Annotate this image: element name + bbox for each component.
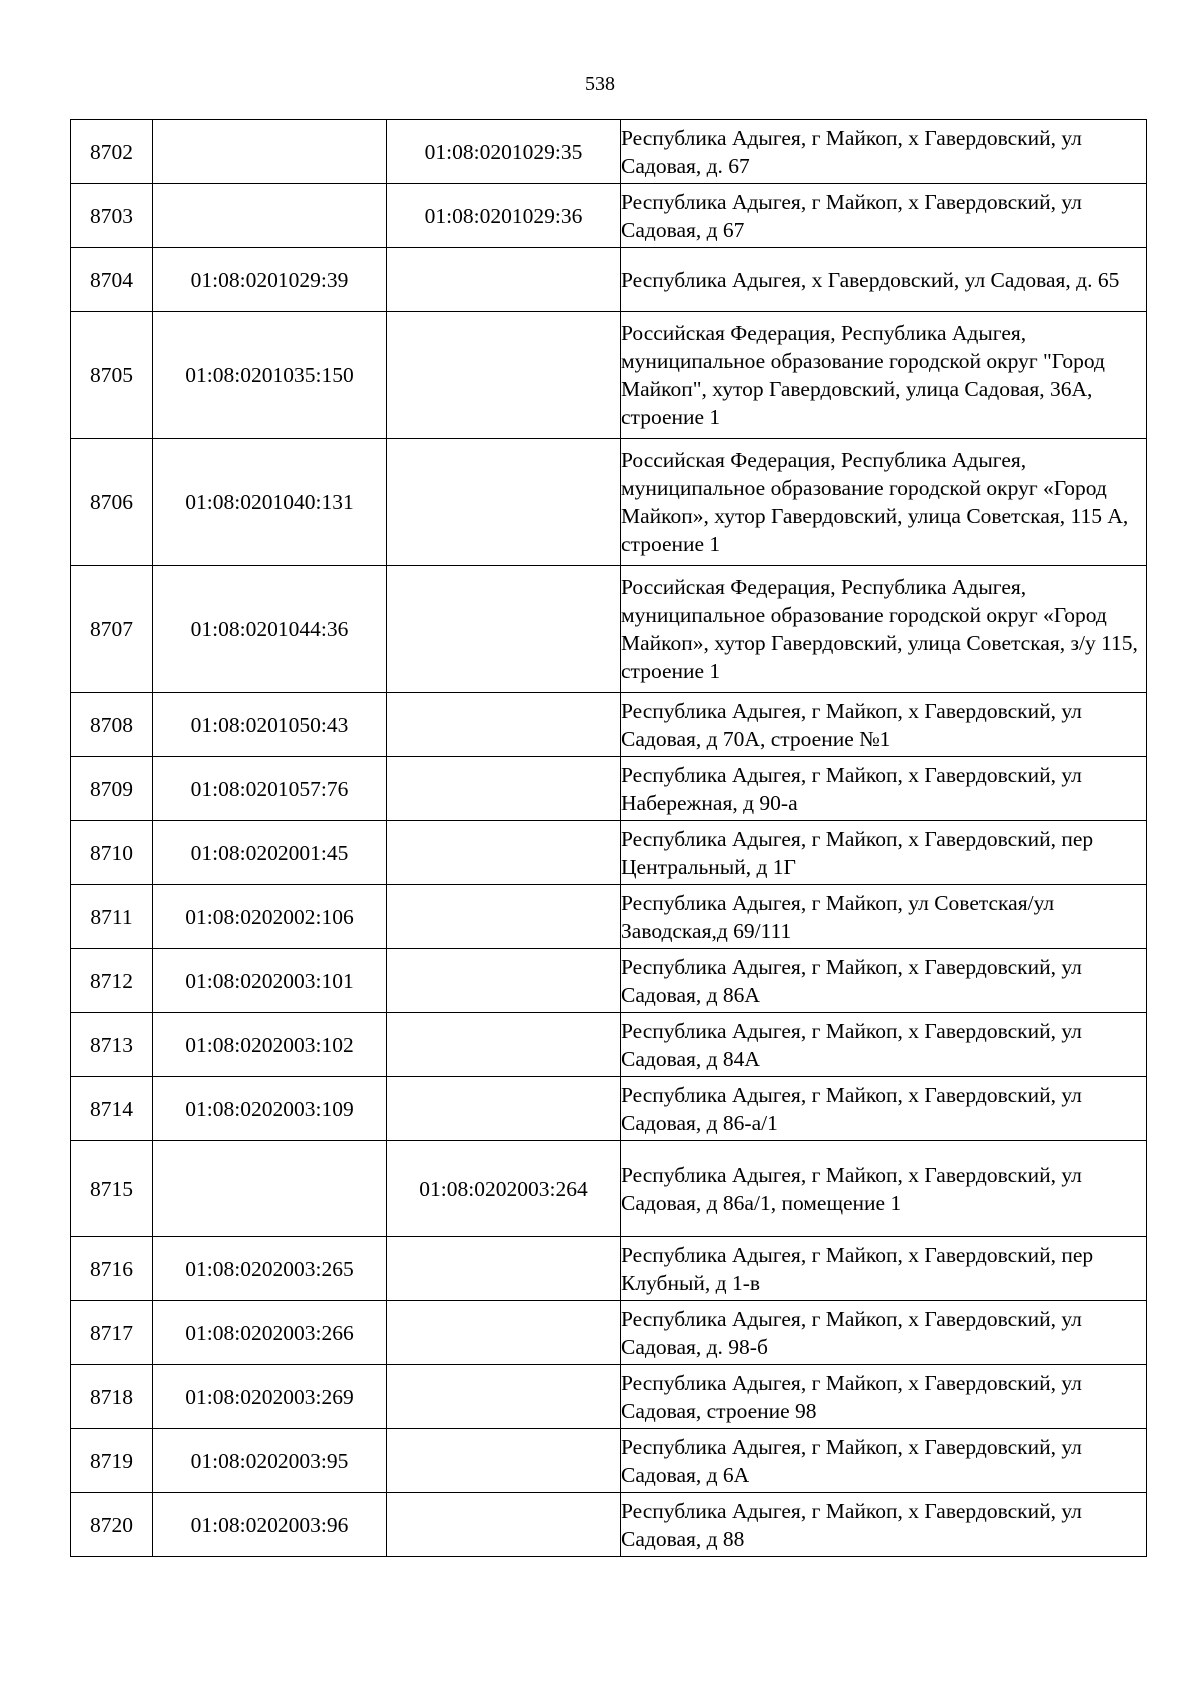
address: Республика Адыгея, г Майкоп, х Гавердовский, ул Садовая, д 67 [621,184,1147,248]
table-row [71,184,1147,248]
table-row [71,757,1147,821]
table-row [71,1141,1147,1237]
row-number: 8715 [71,1141,153,1237]
address: Республика Адыгея, г Майкоп, х Гавердовский, ул Садовая, д 84А [621,1013,1147,1077]
cadastral-number: 01:08:0201057:76 [153,757,387,821]
row-number: 8718 [71,1365,153,1429]
row-number: 8719 [71,1429,153,1493]
address: Республика Адыгея, г Майкоп, х Гавердовский, ул Садовая, д 86-а/1 [621,1077,1147,1141]
table-row [71,821,1147,885]
address: Республика Адыгея, г Майкоп, х Гавердовский, ул Садовая, д 70А, строение №1 [621,693,1147,757]
row-number: 8703 [71,184,153,248]
address: Республика Адыгея, г Майкоп, х Гавердовский, ул Садовая, д 88 [621,1493,1147,1557]
cadastral-number: 01:08:0202001:45 [153,821,387,885]
linked-cadastral-number [387,1013,621,1077]
table-row [71,1429,1147,1493]
cadastral-number: 01:08:0202002:106 [153,885,387,949]
table-row [71,693,1147,757]
table-row [71,120,1147,184]
table-row [71,439,1147,566]
row-number: 8716 [71,1237,153,1301]
linked-cadastral-number [387,1077,621,1141]
linked-cadastral-number [387,566,621,693]
row-number: 8717 [71,1301,153,1365]
registry-table [70,119,1147,1557]
linked-cadastral-number [387,1301,621,1365]
linked-cadastral-number: 01:08:0201029:36 [387,184,621,248]
table-row [71,248,1147,312]
row-number: 8710 [71,821,153,885]
linked-cadastral-number [387,1493,621,1557]
linked-cadastral-number [387,757,621,821]
cadastral-number: 01:08:0202003:96 [153,1493,387,1557]
cadastral-number: 01:08:0202003:265 [153,1237,387,1301]
linked-cadastral-number: 01:08:0201029:35 [387,120,621,184]
cadastral-number [153,184,387,248]
address: Республика Адыгея, г Майкоп, х Гавердовский, пер Клубный, д 1-в [621,1237,1147,1301]
table-row [71,312,1147,439]
table-row [71,1365,1147,1429]
address: Российская Федерация, Республика Адыгея, муниципальное образование городской округ "Город Майкоп", хутор Гавердовский, улица Садовая, 36А, строение 1 [621,312,1147,439]
linked-cadastral-number [387,693,621,757]
table-row [71,1237,1147,1301]
address: Республика Адыгея, х Гавердовский, ул Садовая, д. 65 [621,248,1147,312]
table-row [71,1301,1147,1365]
address: Российская Федерация, Республика Адыгея, муниципальное образование городской округ «Город Майкоп», хутор Гавердовский, улица Советская, з/у 115, строение 1 [621,566,1147,693]
row-number: 8704 [71,248,153,312]
row-number: 8705 [71,312,153,439]
linked-cadastral-number: 01:08:0202003:264 [387,1141,621,1237]
address: Республика Адыгея, г Майкоп, х Гавердовский, ул Садовая, строение 98 [621,1365,1147,1429]
table-row [71,566,1147,693]
row-number: 8711 [71,885,153,949]
row-number: 8706 [71,439,153,566]
cadastral-number: 01:08:0201035:150 [153,312,387,439]
linked-cadastral-number [387,1237,621,1301]
address: Республика Адыгея, г Майкоп, х Гавердовский, ул Садовая, д. 67 [621,120,1147,184]
row-number: 8714 [71,1077,153,1141]
cadastral-number: 01:08:0202003:109 [153,1077,387,1141]
table-row [71,885,1147,949]
row-number: 8713 [71,1013,153,1077]
page-number: 538 [585,73,615,95]
cadastral-number [153,1141,387,1237]
address: Республика Адыгея, г Майкоп, х Гавердовский, ул Садовая, д 86А [621,949,1147,1013]
linked-cadastral-number [387,312,621,439]
table-row [71,1077,1147,1141]
table-row [71,1013,1147,1077]
cadastral-number [153,120,387,184]
linked-cadastral-number [387,1429,621,1493]
cadastral-number: 01:08:0201050:43 [153,693,387,757]
address: Республика Адыгея, г Майкоп, х Гавердовский, ул Набережная, д 90-а [621,757,1147,821]
row-number: 8720 [71,1493,153,1557]
cadastral-number: 01:08:0201040:131 [153,439,387,566]
cadastral-number: 01:08:0202003:101 [153,949,387,1013]
address: Российская Федерация, Республика Адыгея, муниципальное образование городской округ «Город Майкоп», хутор Гавердовский, улица Советская, 115 А, строение 1 [621,439,1147,566]
cadastral-number: 01:08:0202003:266 [153,1301,387,1365]
table-row [71,1493,1147,1557]
cadastral-number: 01:08:0202003:102 [153,1013,387,1077]
linked-cadastral-number [387,1365,621,1429]
row-number: 8709 [71,757,153,821]
address: Республика Адыгея, г Майкоп, х Гавердовский, ул Садовая, д 6А [621,1429,1147,1493]
linked-cadastral-number [387,949,621,1013]
linked-cadastral-number [387,821,621,885]
table-row [71,949,1147,1013]
row-number: 8712 [71,949,153,1013]
address: Республика Адыгея, г Майкоп, ул Советская/ул Заводская,д 69/111 [621,885,1147,949]
address: Республика Адыгея, г Майкоп, х Гавердовский, ул Садовая, д. 98-б [621,1301,1147,1365]
cadastral-number: 01:08:0202003:95 [153,1429,387,1493]
address: Республика Адыгея, г Майкоп, х Гавердовский, пер Центральный, д 1Г [621,821,1147,885]
row-number: 8702 [71,120,153,184]
linked-cadastral-number [387,439,621,566]
address: Республика Адыгея, г Майкоп, х Гавердовский, ул Садовая, д 86а/1, помещение 1 [621,1141,1147,1237]
cadastral-number: 01:08:0201044:36 [153,566,387,693]
cadastral-number: 01:08:0201029:39 [153,248,387,312]
linked-cadastral-number [387,885,621,949]
linked-cadastral-number [387,248,621,312]
row-number: 8707 [71,566,153,693]
row-number: 8708 [71,693,153,757]
cadastral-number: 01:08:0202003:269 [153,1365,387,1429]
